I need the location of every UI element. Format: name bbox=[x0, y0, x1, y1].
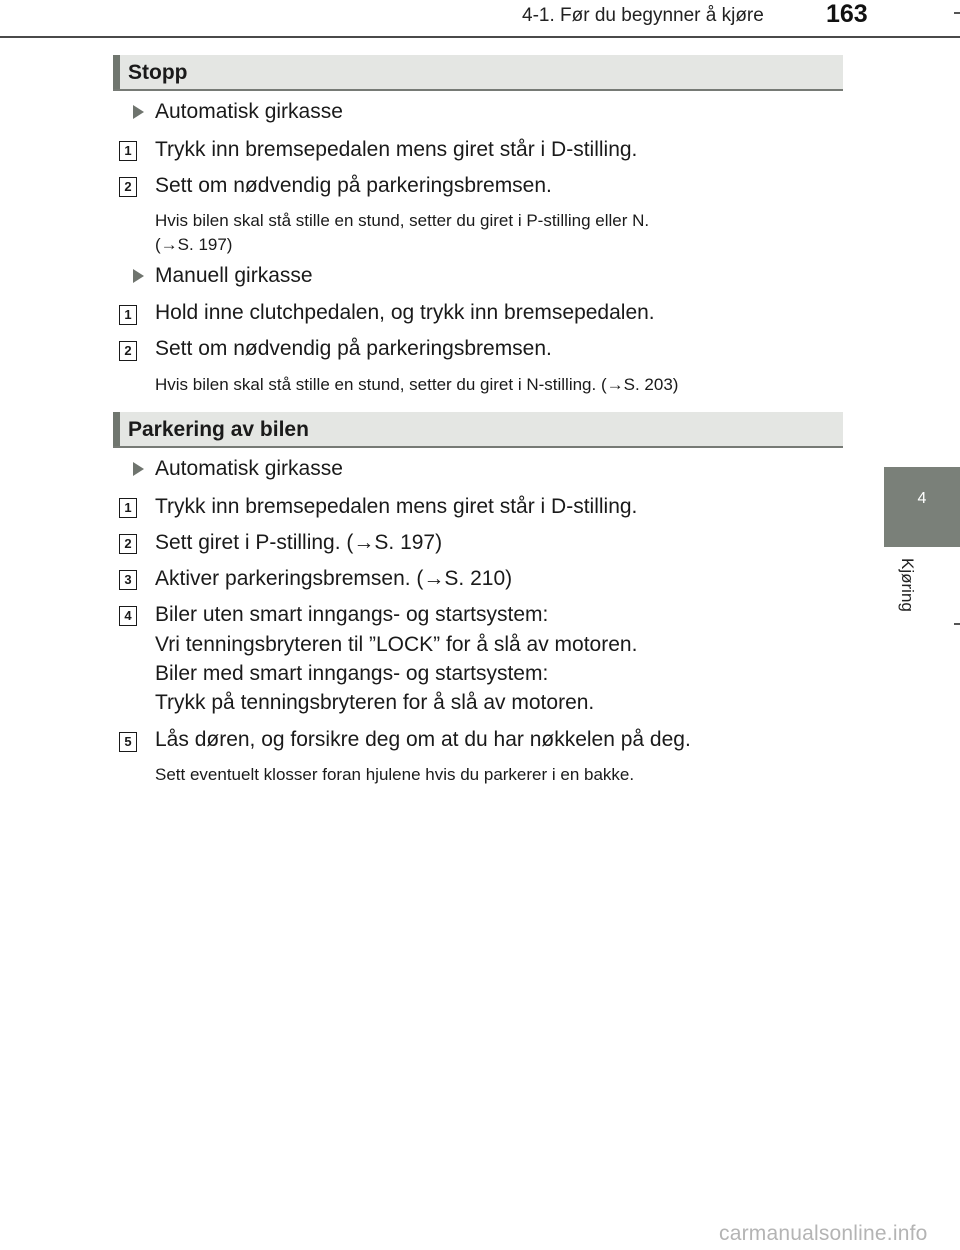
watermark: carmanualsonline.info bbox=[719, 1222, 928, 1245]
crop-mark bbox=[954, 12, 960, 14]
step-number: 2 bbox=[119, 177, 137, 197]
chapter-tab bbox=[884, 467, 960, 547]
section-accent bbox=[113, 55, 120, 89]
page-reference: (→S. 197) bbox=[155, 235, 233, 254]
step-text: Trykk inn bremsepedalen mens giret står i D-stilling. bbox=[155, 495, 638, 518]
running-header-title: 4-1. Før du begynner å kjøre bbox=[522, 5, 764, 26]
step-number: 1 bbox=[119, 141, 137, 161]
step-text: Aktiver parkeringsbremsen. (→S. 210) bbox=[155, 567, 513, 590]
section-title: Parkering av bilen bbox=[128, 418, 309, 441]
section-header-stopp bbox=[113, 55, 843, 91]
subheading-manual: Manuell girkasse bbox=[155, 264, 313, 287]
step-text: Trykk inn bremsepedalen mens giret står i D-stilling. bbox=[155, 138, 638, 161]
note-text: Sett eventuelt klosser foran hjulene hvis du parkerer i en bakke. bbox=[155, 765, 635, 784]
step-text: Sett om nødvendig på parkeringsbremsen. bbox=[155, 174, 552, 197]
step-number: 1 bbox=[119, 305, 137, 325]
section-header-parking bbox=[113, 412, 843, 448]
step-number: 3 bbox=[119, 570, 137, 590]
page-number: 163 bbox=[826, 0, 868, 28]
triangle-bullet-icon bbox=[133, 105, 144, 119]
step-text: Biler med smart inngangs- og startsystem: bbox=[155, 662, 549, 685]
chapter-number: 4 bbox=[917, 490, 927, 507]
step-number: 2 bbox=[119, 341, 137, 361]
step-text: Biler uten smart inngangs- og startsystem: bbox=[155, 603, 549, 626]
note-text: Hvis bilen skal stå stille en stund, setter du giret i P-stilling eller N. bbox=[155, 211, 650, 230]
step-text: Sett om nødvendig på parkeringsbremsen. bbox=[155, 337, 552, 360]
step-text: Sett giret i P-stilling. (→S. 197) bbox=[155, 531, 443, 554]
triangle-bullet-icon bbox=[133, 462, 144, 476]
step-number: 1 bbox=[119, 498, 137, 518]
step-text: Hold inne clutchpedalen, og trykk inn bremsepedalen. bbox=[155, 301, 655, 324]
subheading-automatic: Automatisk girkasse bbox=[155, 100, 343, 123]
subheading-automatic: Automatisk girkasse bbox=[155, 457, 343, 480]
section-title: Stopp bbox=[128, 61, 188, 84]
note-text: Hvis bilen skal stå stille en stund, setter du giret i N-stilling. (→S. 203) bbox=[155, 375, 679, 394]
triangle-bullet-icon bbox=[133, 269, 144, 283]
step-text: Trykk på tenningsbryteren for å slå av motoren. bbox=[155, 691, 595, 714]
chapter-label: Kjøring bbox=[898, 558, 917, 612]
header-rule bbox=[0, 36, 960, 38]
section-accent bbox=[113, 412, 120, 446]
step-number: 2 bbox=[119, 534, 137, 554]
step-text: Lås døren, og forsikre deg om at du har nøkkelen på deg. bbox=[155, 728, 691, 751]
step-number: 5 bbox=[119, 732, 137, 752]
crop-mark bbox=[954, 623, 960, 625]
step-text: Vri tenningsbryteren til ”LOCK” for å slå av motoren. bbox=[155, 633, 638, 656]
step-number: 4 bbox=[119, 606, 137, 626]
